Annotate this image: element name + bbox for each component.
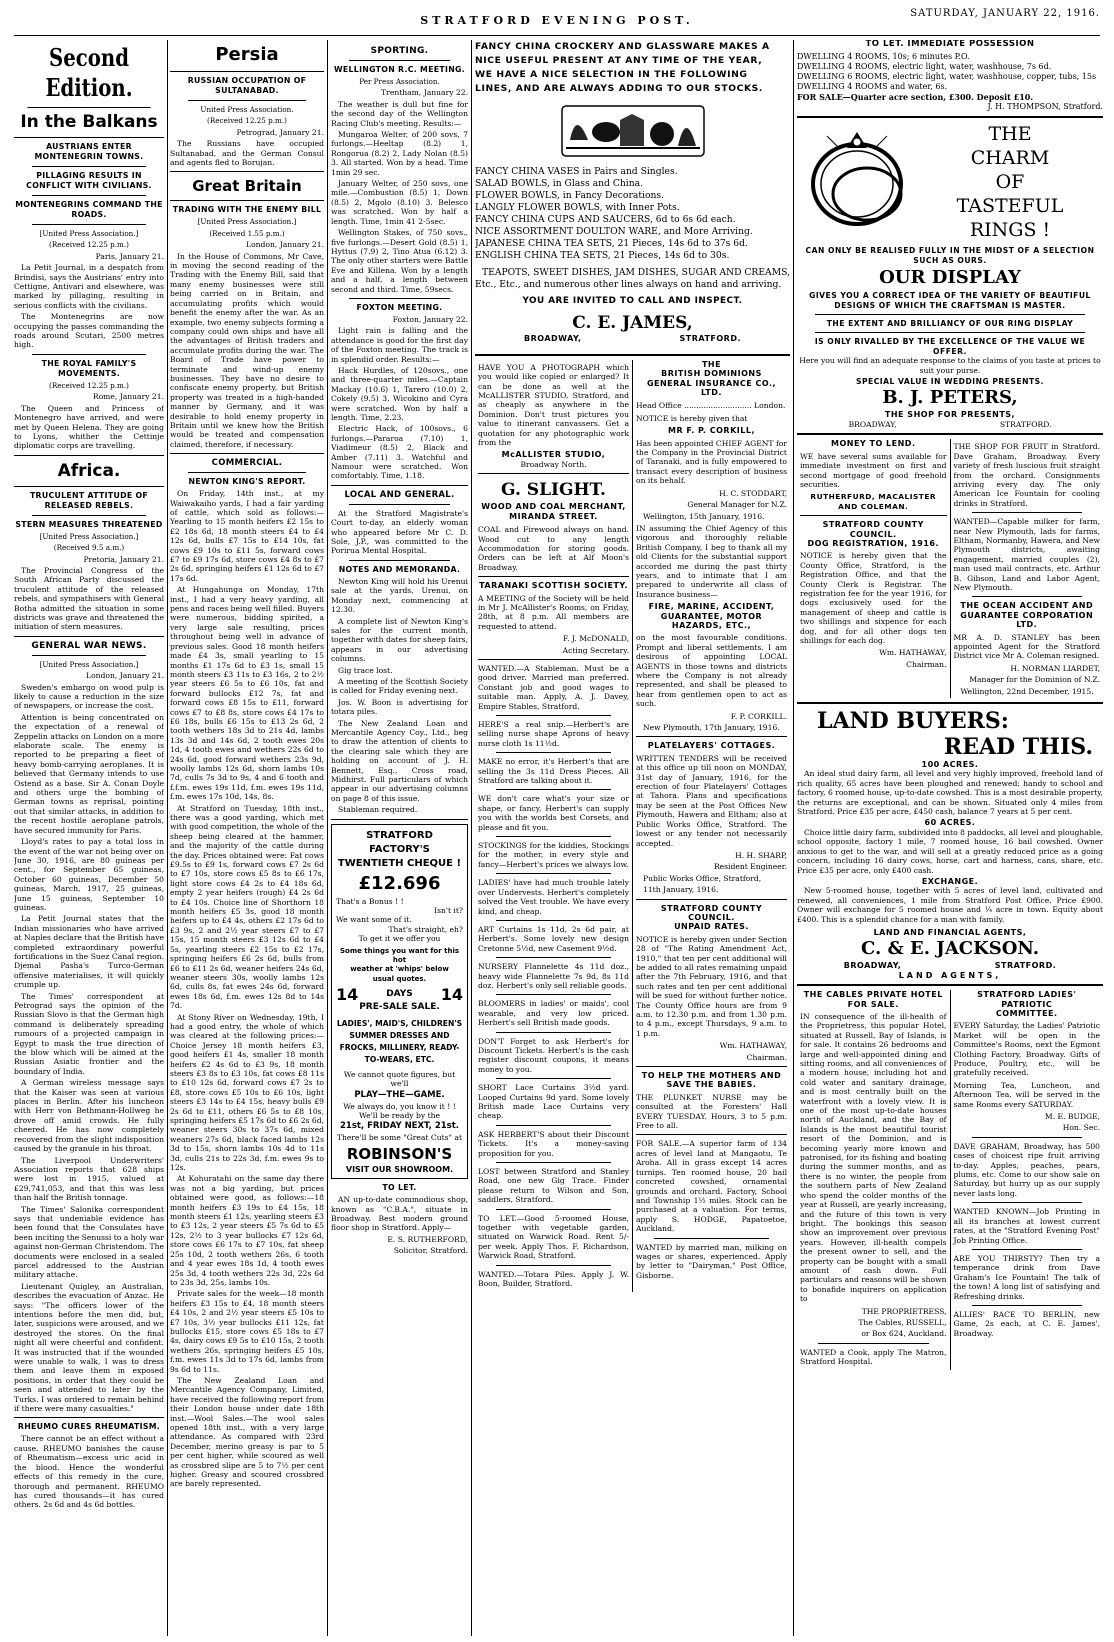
article-paragraph: Jos. W. Boon is advertising for totara piles. — [331, 697, 468, 717]
signature: F. P. CORKILL. — [730, 711, 787, 721]
signature: THE PROPRIETRESS, — [861, 1306, 947, 1316]
merchant-text: COAL and Firewood always on hand. Wood cut to any length Accommodation for storing goods. Orders can be left at Alf Moon's Broadway. — [478, 525, 629, 572]
land-text: An ideal stud dairy farm, all level and very highly improved, freehold land of rich quality, 65 acres have been ploughed and renewed; handy to school and factory, 6 roomed house, up-to-date cowshed. This is a most desirable property, the returns are exceptional, and can be shown. Situated only 4 miles from Stratford. Price £35 per acre, £450 cash, balance 7 years at 5 per cent. — [797, 769, 1103, 817]
rheumo-heading: RHEUMO CURES RHEUMATISM. — [17, 1422, 161, 1432]
china-item: FANCY CHINA VASES in Pairs and Singles. — [475, 166, 678, 177]
signature: H. C. STODDART, — [719, 488, 787, 498]
studio-advertisement: HAVE YOU A PHOTOGRAPH which you would like copied or enlarged? It can be done as well at the McALLISTER STUDIO, Stratford, and as cheaply as anywhere in the Dominion. Don't trust pictures you value to itinerant canvassers. Get a quotation for any photographic work from the — [478, 362, 629, 448]
ad-address — [475, 334, 790, 343]
article-paragraph: Private sales for the week—18 month heifers £3 15s to £4, 18 month steers £4 10s, 2 and 2½ year steers £5 10s to £7 10s, 3½ year bullocks £11 12s, fat bullocks £15, store cows £5 18s to £7 4s, dairy cows £9 5s to £10 15s, 2 tooth wethers 26s, springing heifers £5 10s, f.m. ewes 11s 3d to 17s 6d, lambs from 9s 6d to 11s. — [170, 1289, 324, 1374]
article-paragraph: Electric Hack, of 100sovs., 6 furlongs.—Pararoa (7.10) 1, Viadimeur (8.5) 2, Black and Amber (7.11) 3. Watchful and Namour were scratched. Won comfortably. Time, 1.18. — [331, 424, 468, 481]
insurance-text: NOTICE is hereby given that — [636, 413, 748, 423]
land-buyers-advertisement — [797, 708, 1103, 980]
dwelling-item: DWELLING 4 ROOMS, electric light, water, washhouse, 7s 6d. — [797, 62, 1052, 72]
received-time: (Received 12.25 p.m.) — [49, 240, 129, 250]
job-printing-text: WANTED KNOWN—Job Printing in all its branches at lowest current rates, at the "Stratford Evening Post" Job Printing Office. — [953, 1207, 1100, 1245]
article-paragraph: At Stratford on Tuesday, 18th inst., there was a good yarding, which met with good competition, the whole of the sheep being cleared at the hammer, and the majority of the cattle during the day. Prices obtained were: Fat cows £9.5s to £9 1s, forward cows £7 2s 6d to £7 10s, store cows £5 8s to £6 17s, light store cows £4 2s to £4 18s 6d, empty 2 year heifers (rough) £4 2s 6d to £4 10s. Choice line of Shorthorn 18 month heifers £5 3s, good 18 month heifers up to £4 4s, others £2 17s 6d to £3 9s, 2 and 2½ year steers £7 to £7 15s, 15 month steers £3 12s 6d to £4 5s, yearling steers £2 15s to £2 17s, springing heifers £6 2s 6d, bulls from £6 to £11 2s 6d, weaner heifers 24s 6d, weaner steers 30s, woolly lambs 12s 6d, culls 8s, fat ewes 24s 6d, forward ewes 18s 6d, f.m. ewes 12s 8d to 14s 7d. — [170, 803, 324, 1011]
rings-text: IS ONLY RIVALLED BY THE EXCELLENCE OF THE VALUE WE OFFER. — [814, 337, 1086, 356]
great-britain-heading: Great Britain — [192, 177, 302, 196]
small-advertisement: LADIES' have had much trouble lately over Undervests. Herbert's completely solved the Vest trouble. We have every kind, and cheap. — [478, 878, 629, 916]
ad-heading: WE HAVE A NICE SELECTION IN THE FOLLOWING — [475, 69, 748, 80]
small-advertisement: NURSERY Flannelette 4s 11d doz., heavy wide Flannelette 7s 9d, 8s 11d doz. Herbert's only sell reliable goods. — [478, 962, 629, 990]
ad-line: We'll be ready by the — [358, 1110, 441, 1120]
ad-line: 21st, FRIDAY NEXT, 21st. — [339, 1121, 460, 1132]
china-advertisement — [475, 40, 790, 344]
insurance-classes: FIRE, MARINE, ACCIDENT, GUARANTEE, MOTOR HAZARDS, ETC., — [648, 602, 775, 630]
land-exchange: EXCHANGE. — [921, 876, 979, 886]
ad-days-number: 14 — [440, 985, 463, 1005]
insurance-heading: GENERAL INSURANCE CO., LTD. — [646, 378, 777, 398]
small-advertisement: WANTED.—Totara Piles. Apply J. W. Boon, Builder, Stratford. — [478, 1269, 629, 1289]
signature: Wellington, 22nd December, 1915. — [960, 686, 1094, 696]
dwelling-list — [797, 52, 1103, 112]
ad-line: PRE-SALE SALE. — [359, 1001, 440, 1012]
ad-line: PLAY—THE—GAME. — [354, 1089, 445, 1100]
wire-credit: [United Press Association.] — [197, 217, 297, 227]
robinsons-advertisement — [331, 824, 468, 1180]
ad-amount: £12.696 — [358, 872, 441, 894]
ad-line: That's straight, eh? — [388, 924, 463, 934]
column-rule — [471, 40, 472, 1636]
article-paragraph: The New Zealand Loan and Mercantile Agency Coy., Ltd., beg to draw the attention of clients to the clearing sale which they are holding on account of J. H. Bennett, Esq., Cross road, Midhirst. Full particulars of which appear in our advertising columns on page 8 of this issue. — [331, 718, 468, 803]
signature: Acting Secretary. — [562, 645, 629, 655]
thirsty-text: ARE YOU THIRSTY? Then try a temperance drink from Dave Graham's Ice Fountain! The talk of the town! A long list of satisfying and Refreshing drinks. — [953, 1253, 1100, 1301]
subheading: STERN MEASURES THREATENED — [15, 519, 163, 529]
plunket-heading: TO HELP THE MOTHERS AND SAVE THE BABIES. — [641, 1071, 782, 1090]
right-split — [797, 439, 1103, 698]
lower-left — [475, 360, 633, 1292]
article-paragraph: The Queen and Princess of Montenegro have arrived, and were met by Queen Helena. They are going to Lyons, whither the Cettinje diplomatic corps are travelling. — [14, 403, 164, 451]
masthead — [0, 0, 1114, 38]
article-paragraph: A complete list of Newton King's sales for the current month, together with dates for sheep fairs, appears in our advertising columns. — [331, 616, 468, 664]
rates-heading: STRATFORD COUNTY COUNCIL. — [660, 903, 763, 922]
ad-line: That's a Bonus ! ! — [336, 896, 404, 906]
article-paragraph: At Hungahunga on Monday, 17th inst., I had a very heavy yarding, all pens and races being well filled. Buyers were numerous, bidding spirited, a very large sale resulting, prices throughout being well in advance of previous sales. Good 18 month heifers made £4 3s, small yearling to 15 months £1 17s 6d to £3 1s, small 15 month steers £3 11s to £3 16s, 2 to 2½ year steers £6 5s to £6 10s, fat and forward bullocks £12 7s, fat and forward cows £8 15s to £11, forward cows £7 to £8 8s, store cows £4 17s to £6 18s, bulls £6 15s to £13 2s 6d, 2 tooth wethers 18s 3d to 21s 4d, lambs 13s 3d and 14s 6d, 2 tooth ewes 20s 1d, 4 tooth ewes and wethers 22s 6d to 24s 6d, good forward wethers 23s 9d, woolly lambs 12s 6d, shorn lambs 10s 7d, culls 7s 3d to 9s, 4 and 6 tooth and f.f.m. ewes 19s 11d, f.m. ewes 19s 11d, f.m. ewes 17s 10d, 14s, 8s. — [170, 585, 324, 802]
article-paragraph: Mungaroa Welter, of 200 sovs, 7 furlongs.—Heeltap (8.2) 1, Rongorua (8.2) 2, Lady Nolan (8.5) 3. All started. Won by a head. Time 1min 29 sec. — [331, 130, 468, 177]
rates-heading: UNPAID RATES. — [674, 922, 749, 932]
article-paragraph: At Stony River on Wednesday, 19th, I had a good entry, the whole of which was cleared at the following prices:—Choice Jersey 18 month heifers £3, good heifers £1 4s, smaller 18 month heifers £2 4s 6d to £3 9s, 18 month steers £3 8s to £3 10s, fat cows £8 11s to £10 12s 6d, forward cows £7 2s to £8, store cows £5 10s to £6 10s, light steers £3 14s to £4 15s, heavy bulls £9 2s 6d to £11, others £6 5s to £8 10s, springing heifers £5 17s 6d to £6 2s 6d, weaner steers 30s to 37s 6d, mixed weaners 27s 6d, black faced lambs 12s 3d to 15s, shorn lambs 10s 4d to 11s 3d, culls 21s to 22s 3d, f.m. ewes 9s to 12s. — [170, 1012, 324, 1173]
ad-line: VISIT OUR SHOWROOM. — [345, 1164, 454, 1174]
allies-race-text: ALLIES' RACE TO BERLIN, new Game, 2s each, at C. E. James', Broadway. — [953, 1309, 1100, 1338]
ad-heading: NICE USEFUL PRESENT AT ANY TIME OF THE YEAR, — [475, 55, 763, 66]
small-advertisement: WANTED.—A Stableman. Must be a good driver. Married man preferred. Constant job and good wages to suitable man. Apply, A. J. Davey, Empire Stables, Stratford. — [478, 663, 629, 711]
signature: F. J. McDONALD, — [563, 634, 629, 644]
to-let-heading: TO LET. IMMEDIATE POSSESSION — [865, 40, 1035, 49]
column-rule — [167, 40, 168, 1636]
ad-days-row — [336, 985, 463, 1005]
rings-text: Here you will find an adequate response to the claims of you taste at prices to suit your purse. — [799, 356, 1101, 375]
rings-text: THE EXTENT AND BRILLIANCY OF OUR RING DISPLAY — [826, 319, 1074, 329]
article-paragraph: January Welter, of 250 sovs, one mile.—Combustion (8.5) 1, Down (8.5) 2, Mgolo (8.10) 3. Belesco was scratched. Won by half a length. Time, 1min 41 2-5sec. — [331, 179, 468, 226]
article-paragraph: Gig trace lost. — [338, 665, 393, 675]
small-advertisement: SHORT Lace Curtains 3½d yard. Looped Curtains 9d yard. Some lovely British made Lace Curtains very cheap. — [478, 1083, 629, 1121]
ad-address-street: BROADWAY, — [523, 334, 582, 344]
bottom-split-left — [797, 990, 951, 1369]
article-paragraph: La Petit Journal states that the Indian missionaries who have arrived at Naples declare that the British have completed extraordinary powerful fortifications in the Suez Canal region. Djemal Pasha's Turco-German offensive materialises, it will quickly crumple up. — [14, 914, 164, 990]
article-paragraph: The Liverpool Underwriters' Association reports that 628 ships were lost in 1915, valued at £29,741,053, and that this was less than half the British tonnage. — [14, 1155, 164, 1203]
article-paragraph: The Times' Salonika correspondent says that undeniable evidence has been found that the Consulates have been inciting the Senussi to a holy war against non-German Christendom. The documents were enclosed in a sealed parcel addressed to the Austrian military attache. — [14, 1204, 164, 1280]
small-advertisement: TO LET.—Good 5-roomed House, together with vegetable garden, situated on Warwick Road. Rent 5/- per week. Apply Thos. F. Richardson, Warwick Road, Stratford. — [478, 1213, 629, 1261]
small-advertisement: ART Curtains 1s 11d, 2s 6d pair, at Herbert's. Some lovely new design Cretonne 5½d, new Casement 9½d. — [478, 924, 629, 953]
china-item: JAPANESE CHINA TEA SETS, 21 Pieces, 14s 6d to 37s 6d. — [475, 238, 748, 249]
article-paragraph: A meeting of the Scottish Society is called for Friday evening next. — [331, 676, 468, 696]
column-rule — [327, 40, 328, 1636]
ad-heading: TWENTIETH CHEQUE ! — [337, 857, 462, 869]
article-paragraph: The Times' correspondent at Petrograd says the opinion of the Russian Slovo is that the German high command is deliberately spreading rumours of a projected campaign in Egypt to mask the true direction of the blow which will be aimed at the Russian Asiatic frontier and the boundary of India. — [14, 991, 164, 1076]
land-text: New 5-roomed house, together with 5 acres of level land, cultivated and renewed, all conveniences, 1 mile from Stratford Post Office. Price £900. Owner will exchange for 5 roomed house and ¼ acre in town. Equity about £400. This is a splendid chance for a man with family. — [797, 886, 1103, 924]
balkans-heading: In the Balkans — [20, 112, 158, 132]
signature: H. NORMAN LIARDET, — [1010, 663, 1100, 673]
land-agents-name: C. & E. JACKSON. — [860, 938, 1039, 960]
signature: The Cables, RUSSELL, — [858, 1317, 947, 1327]
china-item-list — [475, 166, 790, 262]
received-time: (Received 12.25 p.m.) — [207, 116, 287, 126]
ladies-committee-text: Morning Tea, Luncheon, and Afternoon Tea, will be served in the same Rooms every SATURDAY. — [953, 1080, 1100, 1109]
lower-split — [475, 360, 790, 1292]
ladies-committee-heading: STRATFORD LADIES' PATRIOTIC — [977, 990, 1077, 1009]
ad-store-name: ROBINSON'S — [346, 1144, 453, 1163]
rings-text: GIVES YOU A CORRECT IDEA OF THE VARIETY OF BEAUTIFUL DESIGNS OF WHICH THE CRAFTSMAN IS MASTER. — [809, 291, 1091, 310]
wire-credit: [United Press Association.] — [39, 659, 139, 669]
subheading: TRUCULENT ATTITUDE OF RELEASED REBELS. — [29, 490, 149, 510]
article-paragraph: The Russians have occupied Sultanabad, and the German Consul and agents fled to Borujan. — [170, 139, 324, 168]
dwelling-item: DWELLING 4 ROOMS and water, 6s. — [797, 82, 948, 92]
signature: General Manager for N.Z. — [687, 500, 787, 510]
dave-graham-text: DAVE GRAHAM, Broadway, has 500 cases of choicest ripe fruit arriving to-day. Apples, peaches, pears, plums, etc. Come to our show sale on Saturday, but hurry up as our supply never lasts long. — [953, 1141, 1100, 1198]
dateline: Paris, January 21. — [95, 251, 164, 261]
scottish-society-text: A MEETING of the Society will be held in Mr J. McAllister's Rooms, on Friday, 28th, at 8 p.m. All members are requested to attend. — [478, 593, 629, 631]
right-split-right — [951, 439, 1104, 698]
signature: H. H. SHARP, — [735, 850, 787, 860]
dateline: Petrograd, January 21. — [236, 127, 324, 137]
dog-registration-heading: DOG REGISTRATION, 1916. — [807, 538, 939, 548]
jeweller-town: STRATFORD. — [999, 419, 1052, 429]
ad-line: We want some of it. — [336, 915, 412, 925]
rings-title-line: CHARM — [970, 147, 1050, 170]
article-paragraph: In the House of Commons, Mr Cave, in moving the second reading of the Trading with the Enemy Bill, said that many enemy businesses were still being carried on in Britain, and accumulating profits which would benefit the enemy after the war. As an example, two enemy subjects forming a company could own ships and have all the advantages of British traders and accumulate profits during the war. The Board of Trade have power to terminate and wind-up enemy businesses. They have no desire to confiscate enemy property, but British property was treated in a high-handed manner by Germany, and it was desirable to hold enemy property in Britain until we knew how the British would be treated and compensation claimed, therefore, if necessary. — [170, 251, 324, 449]
subheading: THE ROYAL FAMILY'S MOVEMENTS. — [41, 358, 137, 378]
received-time: (Received 9.5 a.m.) — [53, 543, 125, 553]
subheading: PILLAGING RESULTS IN CONFLICT WITH CIVILIANS. — [26, 171, 152, 190]
article-paragraph: Lloyd's rates to pay a total loss in the event of the war not being over on June 30, 1916, are 80 guineas per cent., for September 65 guineas, October 60 guineas, December 50 guineas, March, 1917, 25 guineas, June 15 guineas, September 10 guineas. — [14, 837, 164, 912]
wire-credit: United Press Association. — [200, 105, 294, 114]
china-item: FANCY CHINA CUPS AND SAUCERS, 6d to 6s 6d each. — [475, 214, 736, 225]
our-display-heading: OUR DISPLAY — [879, 267, 1021, 289]
signature: New Plymouth, 17th January, 1916. — [643, 723, 780, 733]
ad-line: To get it we offer you — [358, 934, 441, 944]
commercial-heading: COMMERCIAL. — [211, 458, 283, 469]
china-item: ENGLISH CHINA TEA SETS, 21 Pieces, 14s 6d to 30s. — [475, 250, 730, 261]
column-2 — [170, 40, 324, 1636]
signature: Wm. HATHAWAY, — [879, 648, 947, 658]
article-paragraph: Wellington Stakes, of 750 sovs., five furlongs.—Desert Gold (8.5) 1, Hyttus (7.9) 2, Tino Atua (6.12) 3. The only other starters were Battle Eve and Killena. Won by a length and a half, a length between second and third. Time, 59secs. — [331, 228, 468, 294]
ocean-accident-text: MR A. D. STANLEY has been appointed Agent for the Stratford District vice Mr A. Coleman resigned. — [953, 632, 1100, 661]
china-item: FLOWER BOWLS, in Fancy Decorations. — [475, 190, 665, 201]
column-3 — [331, 40, 468, 1636]
small-advertisement: ASK HERBERT'S about their Discount Tickets. It's a money-saving proposition for you. — [478, 1129, 629, 1158]
cottages-text: WRITTEN TENDERS will be received at this office up till noon on MONDAY, 31st day of January, 1916, for the erection of four Platelayers' Cottages at Tahora. Plans and specifications may be seen at the Post Offices New Plymouth, Hawera and Eltham; also at Public Works Office, Stratford. The lowest or any tender not necessarily accepted. — [636, 753, 787, 848]
dateline: London, January 21. — [86, 671, 164, 681]
rings-title-line: RINGS ! — [969, 219, 1051, 242]
signature: Hon. Sec. — [1062, 1123, 1100, 1133]
advertisement-text: There cannot be an effect without a cause. RHEUMO banishes the cause of Rheumatism—excess uric acid in the blood. Hence the wonderful effects of this remedy in the cure, thorough and permanent. RHEUMO has cured thousands—it has cured others. 2s 6d and 4s 6d bottles. — [14, 1434, 164, 1510]
bottom-split — [797, 990, 1103, 1369]
small-advertisement: STOCKINGS for the kiddies, Stockings for the mother, in every style and fancy—Herbert's prices we always low. — [478, 841, 629, 869]
article-paragraph: On Friday, 14th inst., at my Waiwakaiho yards, I had a fair yarding of cattle, which sold as follows:—Yearling to 15 month heifers £2 15s to £2 18s 6d, 18 month steers £4 to £4 12s 6d, bulls £7 15s to £14 10s, fat cows £9 10s to £11 5s, forward cows £7 to £9 17s 6d, store cows £4 8s to £7 2s 6d, springing heifers £1 12s 6d to £7 17s 6d. — [170, 489, 324, 583]
ad-line: We always do, you know it ! ! — [343, 1101, 456, 1111]
cottages-heading: PLATELAYERS' COTTAGES. — [647, 741, 776, 751]
land-agents-town: STRATFORD. — [994, 961, 1057, 971]
insurance-text: IN assuming the Chief Agency of this vigorous and thoroughly reliable British Company, I beg to thank all my old Clients for the substantial support accorded me during the past thirty years, and to intimate that I am prepared to underwrite all class of Insurance business— — [636, 523, 787, 599]
land-agents-street: BROADWAY, — [843, 961, 902, 971]
article-paragraph: A German wireless message says that the Kaiser was seen at various places in Berlin. After his luncheon with Herr von Bethmann-Hollweg he drove off amid crowds. He fully cheered. He has now completely recovered from the slight indisposition caused by the granule in his throat. — [14, 1078, 164, 1154]
signature: J. H. THOMPSON, Stratford. — [987, 102, 1103, 112]
column-4 — [475, 40, 790, 1636]
signature: Chairman. — [746, 1052, 787, 1062]
dog-registration-text: NOTICE is hereby given that the County Office, Stratford, is the Registration Office, and that the County Clerk is Registrar. The registration fee for the year 1916, for dogs exclusively used for the management of sheep and cattle is two shillings and sixpence for each dog, and for all other dogs ten shillings for each dog. — [800, 551, 947, 645]
wanted-cook-text: WANTED a Cook, apply The Matron, Stratford Hospital. — [800, 1347, 947, 1367]
jeweller-name: B. J. PETERS, — [882, 387, 1018, 409]
subheading: AUSTRIANS ENTER MONTENEGRIN TOWNS. — [34, 142, 144, 161]
dwelling-item: DWELLING 4 ROOMS, 10s; 6 minutes P.O. — [797, 52, 970, 62]
signature: Chairman. — [906, 659, 947, 669]
section-for-sale: FOR SALE—Quarter acre section, £300. Deposit £10. — [797, 92, 1034, 103]
ad-heading: FANCY CHINA CROCKERY AND GLASSWARE MAKES A — [475, 41, 770, 52]
rings-illustration — [797, 126, 917, 238]
studio-address: Broadway North. — [520, 459, 587, 469]
dateline: Pretoria, January 21. — [83, 554, 164, 564]
land-acres: 60 ACRES. — [924, 818, 976, 828]
article-paragraph: Attention is being concentrated on the expectation of a renewal of Zeppelin attacks on London on a more elaborate scale. The enemy is reported to be preparing a fleet of heavy bomb-carrying aeroplanes. It is believed that Germany intends to use Ostend as a base. Sir A. Conan Doyle and others urge the bombing of German towns as reprisal, pointing out that similar attacks, in addition to the recent hostile aeroplane patrols, have secured immunity for Paris. — [14, 712, 164, 835]
land-buyers-heading: READ THIS. — [943, 734, 1093, 761]
merchant-name: G. SLIGHT. — [501, 480, 606, 501]
right-split-left — [797, 439, 951, 698]
article-paragraph: The New Zealand Loan and Mercantile Agency Company, Limited, have received the following report from their London house under date 18th inst.—Wool Sales.—The wool sales opened 18th inst., with a very large attendance. As compared with 23rd December, merino greasy is par to 5 per cent higher, while scoured as well as crossbred slipe are 5 to 7½ per cent higher. Greasy and scoured crossbred are barely represented. — [170, 1375, 324, 1489]
studio-name: McALLISTER STUDIO, — [501, 450, 606, 460]
subheading: WELLINGTON R.C. MEETING. — [334, 65, 465, 74]
rings-title-line: TASTEFUL — [956, 195, 1064, 218]
merchant-trade: WOOD AND COAL MERCHANT, — [481, 502, 626, 512]
signature: Wellington, 15th January, 1916. — [643, 511, 765, 521]
signature: Wm. HATHAWAY, — [719, 1041, 787, 1051]
subheading: RUSSIAN OCCUPATION OF SULTANABAD. — [187, 76, 307, 95]
fruit-shop-text: THE SHOP FOR FRUIT in Stratford. Dave Graham, Broadway. Every variety of fresh luscious fruit straight from the orchard. Consignments arriving every day. The only American Ice Fountain for cooling drinks in Stratford. — [953, 442, 1100, 508]
china-item: SALAD BOWLS, in Glass and China. — [475, 178, 644, 189]
column-5 — [797, 40, 1103, 1636]
farm-sale-text: FOR SALE.—A superior farm of 134 acres of level land at Mangaotu, Te Aroha. All in grass except 14 acres turnips. Ten roomed house, 20 bail concreted cowshed, ornamental grounds and orchard. Factory, School and Township 1½ miles. Stock can be purchased at a valuation. For terms, apply S. HODGE, Papatoetoe, Auckland. — [636, 1139, 787, 1234]
column-1 — [14, 40, 164, 1636]
ad-line: Some things you want for this hot — [339, 946, 460, 965]
wire-credit: [United Press Association.] — [39, 531, 139, 541]
signature: RUTHERFURD, MACALISTER AND COLEMAN. — [810, 492, 937, 511]
land-agents-address — [797, 961, 1103, 970]
subheading: NOTES AND MEMORANDA. — [338, 564, 461, 574]
signature: or Box 624, Auckland. — [861, 1329, 947, 1339]
rings-banner — [797, 122, 1103, 242]
signature: Resident Engineer. — [713, 862, 787, 872]
article-paragraph: At Kohuratahi on the same day there was not a big yarding, but prices obtained were good, as follows:—18 month heifers £3 19s to £4 15s, 18 month steers £1 12s, yearling steers £3 to £3 12s, 2 year steers £5 7s 6d to £5 12s, 2½ to 3 year bullocks £7 12s 6d, store cows £6 17s to £7 10s, fat sheep 25s 10d, 2 tooth wethers 26s, 6 tooth and 4 year ewes 18s 1d, 4 tooth ewes 25s 3d, 4 tooth wethers 22s 3d, 22s 6d to 23s 3d, 25s, lambs 10s. — [170, 1174, 324, 1287]
money-heading: MONEY TO LEND. — [831, 439, 916, 449]
wire-credit: [United Press Association.] — [39, 229, 139, 238]
rings-text: SPECIAL VALUE IN WEDDING PRESENTS. — [856, 377, 1044, 387]
signature: M. E. BUDGE, — [1044, 1112, 1100, 1122]
ocean-accident-heading: THE OCEAN ACCIDENT AND GUARANTEE CORPORATION LTD. — [960, 601, 1094, 630]
dateline: Rome, January 21. — [92, 392, 164, 402]
dateline: Trentham, January 22. — [381, 88, 468, 98]
signature: 11th January, 1916. — [643, 885, 719, 895]
masthead-rule — [14, 35, 1100, 36]
sporting-heading: SPORTING. — [370, 46, 429, 56]
ad-line: LADIES', MAID'S, CHILDREN'S SUMMER DRESSES AND FROCKS, MILLINERY, READY-TO-WEARS, ETC. — [336, 1018, 463, 1064]
hotel-text: IN consequence of the ill-health of the Proprietress, this popular Hotel, situated at Russell, Bay of Islands, is for sale. It contains 26 bedrooms and large and well-appointed dining and sitting rooms, and all conveniences of a modern house, including hot and cold water and sanitary drainage, and is most centrally built on the waterfront with a lovely view. It is one of the most up-to-date houses north of Auckland, and the Bay of Islands is the most beautiful tourist resort of the Dominion, and is becoming yearly more known and patronised, for its fishing and boating during the summer months, and as there is no winter, the people from the southern parts of New Zealand who spend the colder months of the year at Russell, are yearly increasing, and the future of this town is very bright. The bookings this season show an improvement over previous years. However, ill-health compels the present owner to sell, and the property can be bought with a small amount of cash down. Full particulars and reasons will be shown to bonafide inquirers on application to — [800, 1011, 947, 1304]
article-paragraph: The weather is dull but fine for the second day of the Wellington Racing Club's meeting. Results:— — [331, 99, 468, 128]
land-agents-footer: LAND AGENTS, — [898, 970, 1002, 980]
article-paragraph: The Provincial Congress of the South African Party discussed the truculent attitude of the released rebels, and sympathisers with General Botha admitted the situation in some districts was grave and threatened the initiation of stern measures. — [14, 565, 164, 632]
crockery-illustration — [558, 100, 708, 162]
lower-right — [633, 360, 790, 1292]
china-item: LANGLY FLOWER BOWLS, with Inner Pots. — [475, 202, 680, 213]
ladies-committee-heading: COMMITTEE. — [995, 1008, 1058, 1018]
jeweller-street: BROADWAY, — [848, 419, 897, 429]
ad-days-label: DAYS — [386, 989, 413, 1000]
dog-registration-heading: STRATFORD COUNTY COUNCIL. — [822, 520, 924, 539]
bottom-split-right — [951, 990, 1104, 1369]
ad-merchant-name: C. E. JAMES, — [572, 313, 693, 334]
subheading: MONTENEGRINS COMMAND THE ROADS. — [15, 200, 163, 219]
hotel-heading: THE CABLES PRIVATE HOTEL FOR SALE. — [803, 990, 943, 1009]
ladies-committee-text: EVERY Saturday, the Ladies' Patriotic Market will be open in the Committee's Rooms, next the Egmont Clothing Factory, Broadway. Gifts of Produce, Poultry, etc., will be gratefully received. — [953, 1021, 1100, 1078]
rates-text: NOTICE is hereby given under Section 28 of "The Rating Amendment Act, 1910," that ten per cent additional will be added to all rates remaining unpaid after the 7th February, 1916, and that such rates and ten per cent additional will be sued for without further notice. The County Office hours are from 9 a.m. to 12.30 p.m. and from 1.30 p.m. to 4 p.m., except Thursdays, 9 a.m. to 1 p.m. — [636, 934, 787, 1038]
ad-line: Isn't it? — [434, 906, 463, 916]
rings-title-line: OF — [995, 171, 1025, 194]
wire-credit: Per Press Association. — [359, 77, 440, 86]
small-advertisement: HERE'S a real snip.—Herbert's are selling nurse shape Aprons of heavy nurse cloth 1s 11½d. — [478, 720, 629, 748]
ad-text: TEAPOTS, SWEET DISHES, JAM DISHES, SUGAR AND CREAMS, Etc., Etc., and numerous other lines always on hand and arriving. — [475, 267, 790, 290]
china-item: NICE ASSORTMENT DOULTON WARE, and More Arriving. — [475, 226, 753, 237]
merchant-street: MIRANDA STREET. — [509, 511, 598, 521]
subheading: TRADING WITH THE ENEMY BILL — [172, 205, 322, 215]
insurance-heading: BRITISH DOMINIONS — [661, 369, 762, 379]
ad-address-town: STRATFORD. — [679, 334, 742, 344]
small-advertisement: MAKE no error, it's Herbert's that are selling the 3s 11d Dress Pieces. All Stratford are talking about it. — [478, 757, 629, 786]
rings-title-line: THE — [988, 123, 1032, 146]
signature: Solicitor, Stratford. — [393, 1246, 468, 1256]
article-paragraph: Lieutenant Quigley, an Australian, describes the evacuation of Anzac. He says: "The officers lower of the intentions before the men did, but, later, suspicions were aroused, and we destroyed the stores. On the final night all were cheerful and confident. It was instructed that if the wounded were unable to walk, I was to dress them and leave them in exposed positions, in order that they could be seen and attended to later by the Turks. I was ordered to remain behind if there were many casualties." — [14, 1281, 164, 1414]
received-time: (Received 12.25 p.m.) — [49, 380, 129, 390]
war-news-heading: GENERAL WAR NEWS. — [31, 640, 147, 651]
land-acres: 100 ACRES. — [921, 760, 979, 770]
newspaper-title: STRATFORD EVENING POST. — [420, 14, 694, 27]
to-let-heading: TO LET. — [382, 1183, 417, 1193]
ad-heading: STRATFORD FACTORY'S — [366, 829, 433, 855]
article-paragraph: Newton King will hold his Urenui sale at the yards, Urenui, on Monday next, commencing at 12.30. — [331, 576, 468, 615]
subheading: FOXTON MEETING. — [356, 302, 443, 312]
agent-name: MR F. P. CORKILL, — [668, 426, 755, 436]
plunket-text: THE PLUNKET NURSE may be consulted at the Foresters' Hall EVERY TUESDAY. Hours, 3 to 5 p.m. Free to all. — [636, 1092, 787, 1131]
persia-heading: Persia — [215, 44, 279, 65]
signature: E. S. RUTHERFORD, — [387, 1234, 468, 1244]
small-advertisement: LOST between Stratford and Stanley Road, one new Gig Trace. Finder please return to Wilson and Son, saddlers, Stratford. — [478, 1167, 629, 1205]
signature: Manager for the Dominion of N.Z. — [969, 675, 1100, 685]
africa-heading: Africa. — [57, 460, 121, 481]
article-paragraph: Stableman required. — [338, 805, 418, 815]
received-time: (Received 1.55 p.m.) — [209, 228, 285, 238]
article-paragraph: Sweden's embargo on wood pulp is likely to cause a reduction in the size of newspapers, or increase the cost. — [14, 682, 164, 711]
ad-heading: LINES, AND ARE ALWAYS ADDING TO OUR STOCKS. — [475, 83, 763, 94]
dateline: Foxton, January 22. — [392, 314, 468, 324]
money-text: WE have several sums available for immediate investment on first and second mortgage of good freehold securities. — [800, 451, 947, 489]
small-advertisement: BLOOMERS in ladies' or maids', cool wearable, and very low priced. Herbert's sell British made goods. — [478, 999, 629, 1028]
rings-title — [917, 122, 1103, 242]
insurance-office: Head Office ............................ London. — [636, 401, 786, 411]
subheading: NEWTON KING'S REPORT. — [188, 477, 306, 487]
ad-line: We cannot quote figures, but we'll — [343, 1069, 456, 1089]
local-general-heading: LOCAL AND GENERAL. — [344, 489, 455, 500]
article-paragraph: At the Stratford Magistrate's Court to-day, an elderly woman who appeared before Mr C. D. Sole, J.P., was committed to the Porirua Mental Hospital. — [331, 508, 468, 556]
insurance-heading: THE — [701, 359, 722, 369]
dwelling-item: DWELLING 6 ROOMS, electric light, water, washhouse, copper, tubs, 15s — [797, 72, 1097, 82]
signature: Public Works Office, Stratford, — [643, 873, 762, 883]
jeweller-tagline: THE SHOP FOR PRESENTS, — [884, 410, 1016, 420]
wanted-text: WANTED by married man, milking on wages or shares, experienced. Apply by letter to "Dairyman," Post Office, Gisborne. — [636, 1242, 787, 1280]
column-rule — [793, 40, 794, 1636]
land-text: Choice little dairy farm, subdivided into 8 paddocks, all level and ploughable, school opposite, factory 1 mile, 7 roomed house, 16 bail cowshed. Owner anxious to get to the war, and will sell at a greatly reduced price as a going concern, including 16 dairy cows, horse, cart and harness, cans, share, etc. Price £35 per acre, only £400 cash. — [797, 827, 1103, 875]
article-paragraph: La Petit Journal, in a despatch from Brindisi, says the Austrians' entry into Cettigne, Antivari and elsewhere, was marked by pillaging, resulting in serious conflicts with the civilians. — [14, 263, 164, 310]
article-paragraph: Hack Hurdles, of 120sovs., one and three-quarter miles.—Captain Mackay (10.6) 1, Tarero (10.0) 2, Cokely (9.5) 3. Wicokino and Cyra were scratched. Won by half a length. Time, 2.23. — [331, 365, 468, 422]
issue-date: SATURDAY, JANUARY 22, 1916. — [910, 8, 1100, 19]
small-advertisement: WE don't care what's your size or shape, or fancy, Herbert's can supply you with the worlds best Corsets, and please and fit you. — [478, 794, 629, 832]
ad-days-number: 14 — [336, 985, 359, 1005]
land-agents-title: LAND AND FINANCIAL AGENTS, — [873, 927, 1027, 937]
article-paragraph: The Montenegrins are now occupying the passes commanding the roads around Scutari, 2500 metres high. — [14, 312, 164, 350]
second-edition-heading: Second Edition. — [28, 43, 151, 108]
advertisement-text: AN up-to-date commodious shop, known as "C.B.A.", situate in Broadway. Best modern ground floor shop in Stratford. Apply— — [331, 1195, 468, 1233]
dateline: London, January 21. — [246, 240, 324, 250]
ad-line: weather at 'whips' below — [350, 965, 449, 974]
article-paragraph: Light rain is falling and the attendance is good for the first day of the Foxton meeting. The track is in splendid order. Results:— — [331, 326, 468, 364]
ad-line: There'll be some "Great Cuts" at — [336, 1133, 463, 1143]
scottish-society-heading: TARANAKI SCOTTISH SOCIETY. — [479, 581, 628, 591]
insurance-text: Has been appointed CHIEF AGENT for the Company in the Provincial District of Taranaki, and is fully empowered to transact every description of business on its behalf. — [636, 438, 787, 486]
insurance-text: on the most favourable conditions. Prompt and liberal settlements. I am desirous of appointing LOCAL AGENTS in those towns and districts where the Company is not already represented, and shall be pleased to hear from gentlemen open to act as such. — [636, 633, 787, 709]
wanted-milker-text: WANTED—Capable milker for farm, near New Plymouth, lads for farms, Eltham, Normanby, Hawera, and New Plymouth districts, awaiting engagement, married couples (2), man used mail contracts, etc. Arthur B. Gibson, Land and Labor Agent, New Plymouth. — [953, 517, 1100, 592]
land-buyers-heading: LAND BUYERS: — [817, 708, 1009, 735]
small-advertisement: DON'T Forget to ask Herbert's for Discount Tickets. Herbert's is the cash register discount coupons, it means money to you. — [478, 1036, 629, 1074]
ad-line: usual quotes. — [372, 974, 427, 983]
ad-invite: YOU ARE INVITED TO CALL AND INSPECT. — [522, 296, 743, 306]
rings-text: CAN ONLY BE REALISED FULLY IN THE MIDST OF A SELECTION SUCH AS OURS. — [805, 246, 1095, 265]
jeweller-address — [797, 420, 1103, 429]
